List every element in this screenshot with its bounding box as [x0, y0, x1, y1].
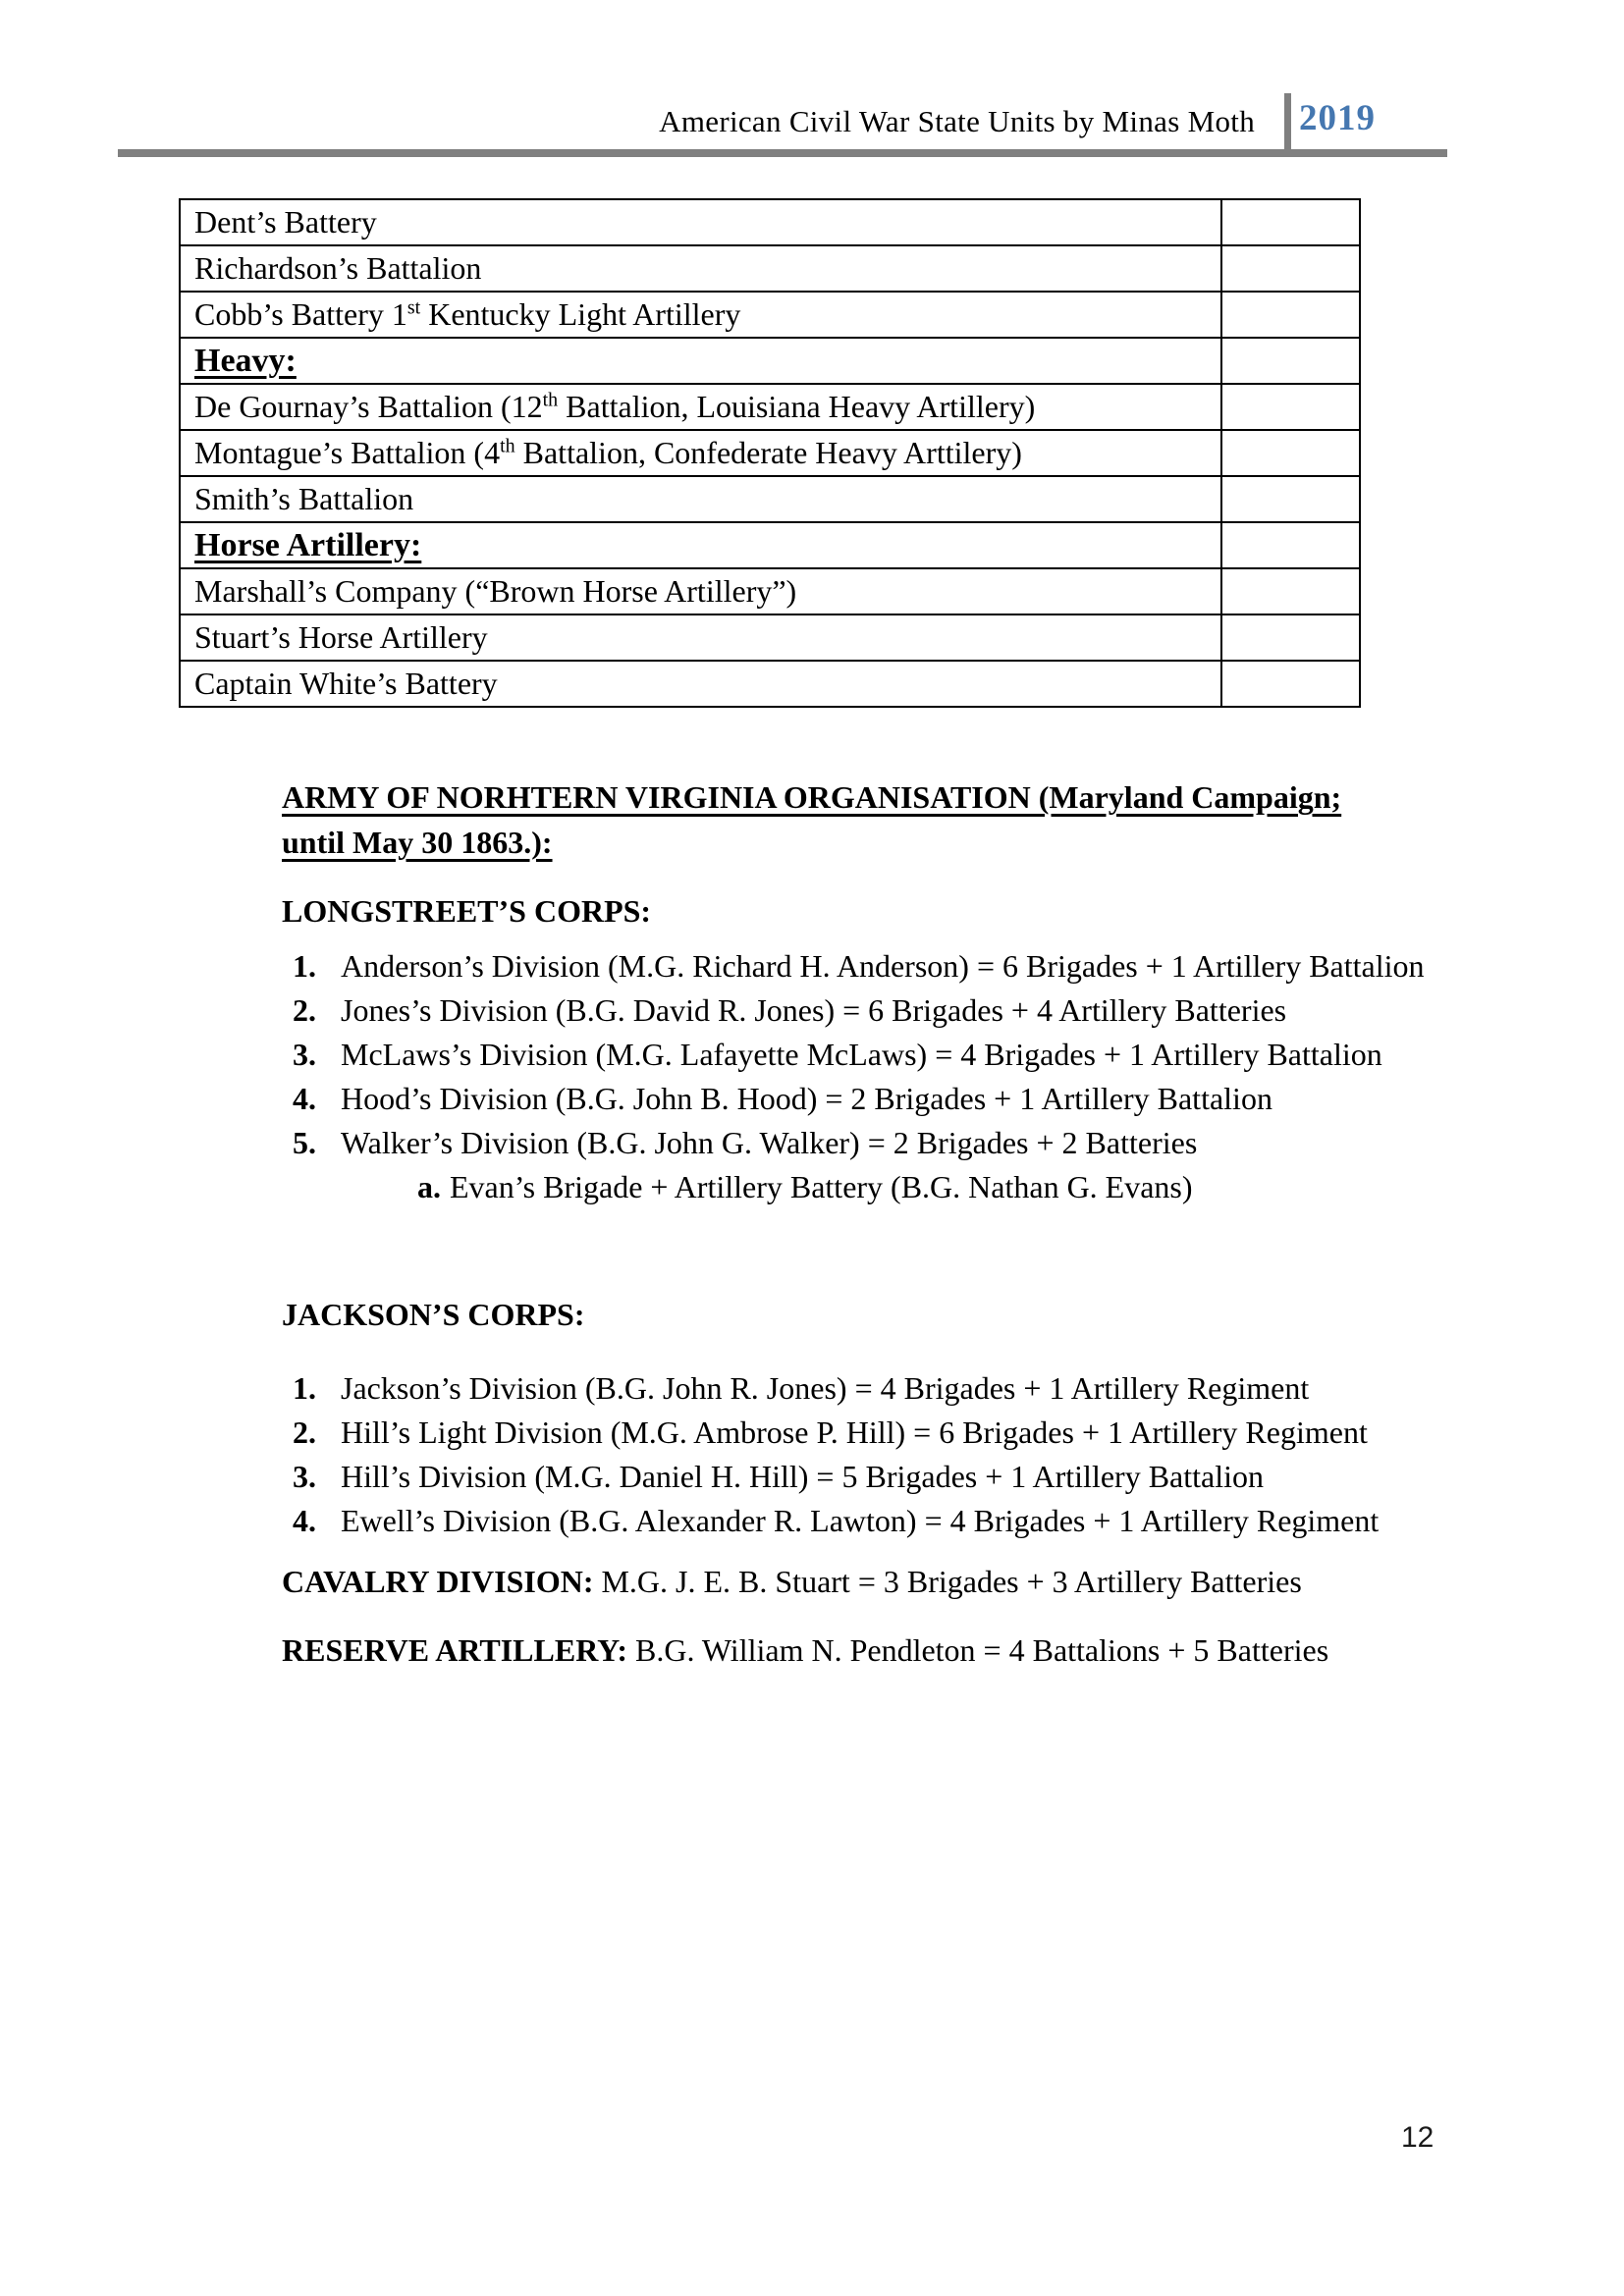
units-table [179, 198, 1361, 708]
item-number: 4. [293, 1081, 316, 1116]
longstreet-list [293, 944, 1594, 1209]
category-cell [180, 338, 1221, 384]
item-number: 3. [293, 1037, 316, 1072]
reserve-artillery-line [282, 1632, 1328, 1669]
unit-cell [180, 245, 1221, 292]
cavalry-division-text: M.G. J. E. B. Stuart = 3 Brigades + 3 Artillery Batteries [593, 1564, 1302, 1599]
header-title: American Civil War State Units by Minas Moth [659, 104, 1255, 138]
category-cell [180, 522, 1221, 568]
item-text: Jackson’s Division (B.G. John R. Jones) = 4 Brigades + 1 Artillery Regiment [341, 1370, 1310, 1406]
notes-cell [1221, 384, 1360, 430]
notes-cell [1221, 338, 1360, 384]
item-number: 3. [293, 1459, 316, 1494]
section-heading-line1: ARMY OF NORHTERN VIRGINIA ORGANISATION (Maryland Campaign; [282, 779, 1342, 815]
item-text: Anderson’s Division (M.G. Richard H. Anderson) = 6 Brigades + 1 Artillery Battalion [341, 948, 1425, 984]
unit-cell [180, 476, 1221, 522]
list-item [293, 1077, 1485, 1121]
unit-label: Marshall’s Company (“Brown Horse Artillery”) [194, 573, 797, 609]
jackson-corps-heading: JACKSON’S CORPS: [282, 1297, 585, 1332]
header-separator-bar [1284, 93, 1291, 157]
table-row [180, 384, 1360, 430]
notes-cell [1221, 292, 1360, 338]
unit-label: De Gournay’s Battalion (12 [194, 389, 543, 424]
unit-cell [180, 292, 1221, 338]
page-number: 12 [1401, 2121, 1435, 2154]
notes-cell [1221, 614, 1360, 661]
item-text: Hill’s Division (M.G. Daniel H. Hill) = 5 Brigades + 1 Artillery Battalion [341, 1459, 1264, 1494]
item-number: 4. [293, 1503, 316, 1538]
table-row [180, 522, 1360, 568]
unit-label: Cobb’s Battery 1 [194, 296, 407, 332]
unit-label: Captain White’s Battery [194, 666, 498, 701]
reserve-artillery-label: RESERVE ARTILLERY: [282, 1632, 627, 1668]
item-number: 1. [293, 948, 316, 984]
item-number: 5. [293, 1125, 316, 1160]
notes-cell [1221, 199, 1360, 245]
unit-cell [180, 430, 1221, 476]
list-item [293, 988, 1485, 1033]
item-number: 2. [293, 1415, 316, 1450]
list-item [293, 1455, 1485, 1499]
unit-label: Battalion, Confederate Heavy Arttilery) [514, 435, 1022, 470]
table-row [180, 199, 1360, 245]
item-text: Evan’s Brigade + Artillery Battery (B.G. Nathan G. Evans) [450, 1169, 1193, 1204]
item-number: 1. [293, 1370, 316, 1406]
item-text: McLaws’s Division (M.G. Lafayette McLaws) = 4 Brigades + 1 Artillery Battalion [341, 1037, 1382, 1072]
cavalry-division-line [282, 1564, 1302, 1600]
category-label: Horse Artillery: [194, 526, 422, 563]
item-letter: a. [417, 1169, 441, 1204]
list-item [293, 1499, 1485, 1543]
section-heading-line2: until May 30 1863.): [282, 825, 553, 860]
unit-cell [180, 568, 1221, 614]
header-rule [118, 149, 1447, 157]
reserve-artillery-text: B.G. William N. Pendleton = 4 Battalions + 5 Batteries [627, 1632, 1329, 1668]
unit-cell [180, 661, 1221, 707]
cavalry-division-label: CAVALRY DIVISION: [282, 1564, 594, 1599]
item-number: 2. [293, 992, 316, 1028]
list-item [293, 944, 1485, 988]
notes-cell [1221, 522, 1360, 568]
notes-cell [1221, 430, 1360, 476]
notes-cell [1221, 661, 1360, 707]
category-label: Heavy: [194, 342, 297, 379]
longstreet-corps-heading: LONGSTREET’S CORPS: [282, 893, 652, 929]
item-text: Ewell’s Division (B.G. Alexander R. Lawton) = 4 Brigades + 1 Artillery Regiment [341, 1503, 1380, 1538]
list-item [293, 1366, 1485, 1411]
notes-cell [1221, 245, 1360, 292]
item-text: Hood’s Division (B.G. John B. Hood) = 2 Brigades + 1 Artillery Battalion [341, 1081, 1272, 1116]
item-text: Hill’s Light Division (M.G. Ambrose P. Hill) = 6 Brigades + 1 Artillery Regiment [341, 1415, 1368, 1450]
item-text: Walker’s Division (B.G. John G. Walker) = 2 Brigades + 2 Batteries [341, 1125, 1198, 1160]
unit-label: Smith’s Battalion [194, 481, 414, 516]
header-year: 2019 [1299, 98, 1376, 138]
section-heading [282, 774, 1341, 865]
list-item [293, 1411, 1485, 1455]
list-item [293, 1033, 1485, 1077]
table-row [180, 614, 1360, 661]
unit-label: Richardson’s Battalion [194, 250, 482, 286]
table-row [180, 568, 1360, 614]
notes-cell [1221, 568, 1360, 614]
item-text: Jones’s Division (B.G. David R. Jones) = 6 Brigades + 4 Artillery Batteries [341, 992, 1287, 1028]
notes-cell [1221, 476, 1360, 522]
ordinal-superscript: th [542, 389, 559, 411]
table-row [180, 292, 1360, 338]
sub-list-item [293, 1165, 1594, 1209]
unit-label: Montague’s Battalion (4 [194, 435, 501, 470]
unit-label: Kentucky Light Artillery [420, 296, 741, 332]
unit-cell [180, 384, 1221, 430]
list-item [293, 1121, 1485, 1165]
ordinal-superscript: st [406, 296, 421, 319]
unit-label: Battalion, Louisiana Heavy Artillery) [558, 389, 1036, 424]
jackson-list [293, 1366, 1485, 1543]
unit-label: Stuart’s Horse Artillery [194, 619, 488, 655]
ordinal-superscript: th [500, 435, 515, 457]
table-row [180, 245, 1360, 292]
table-row [180, 338, 1360, 384]
unit-cell [180, 614, 1221, 661]
table-row [180, 661, 1360, 707]
table-row [180, 430, 1360, 476]
table-row [180, 476, 1360, 522]
unit-cell [180, 199, 1221, 245]
unit-label: Dent’s Battery [194, 204, 377, 240]
